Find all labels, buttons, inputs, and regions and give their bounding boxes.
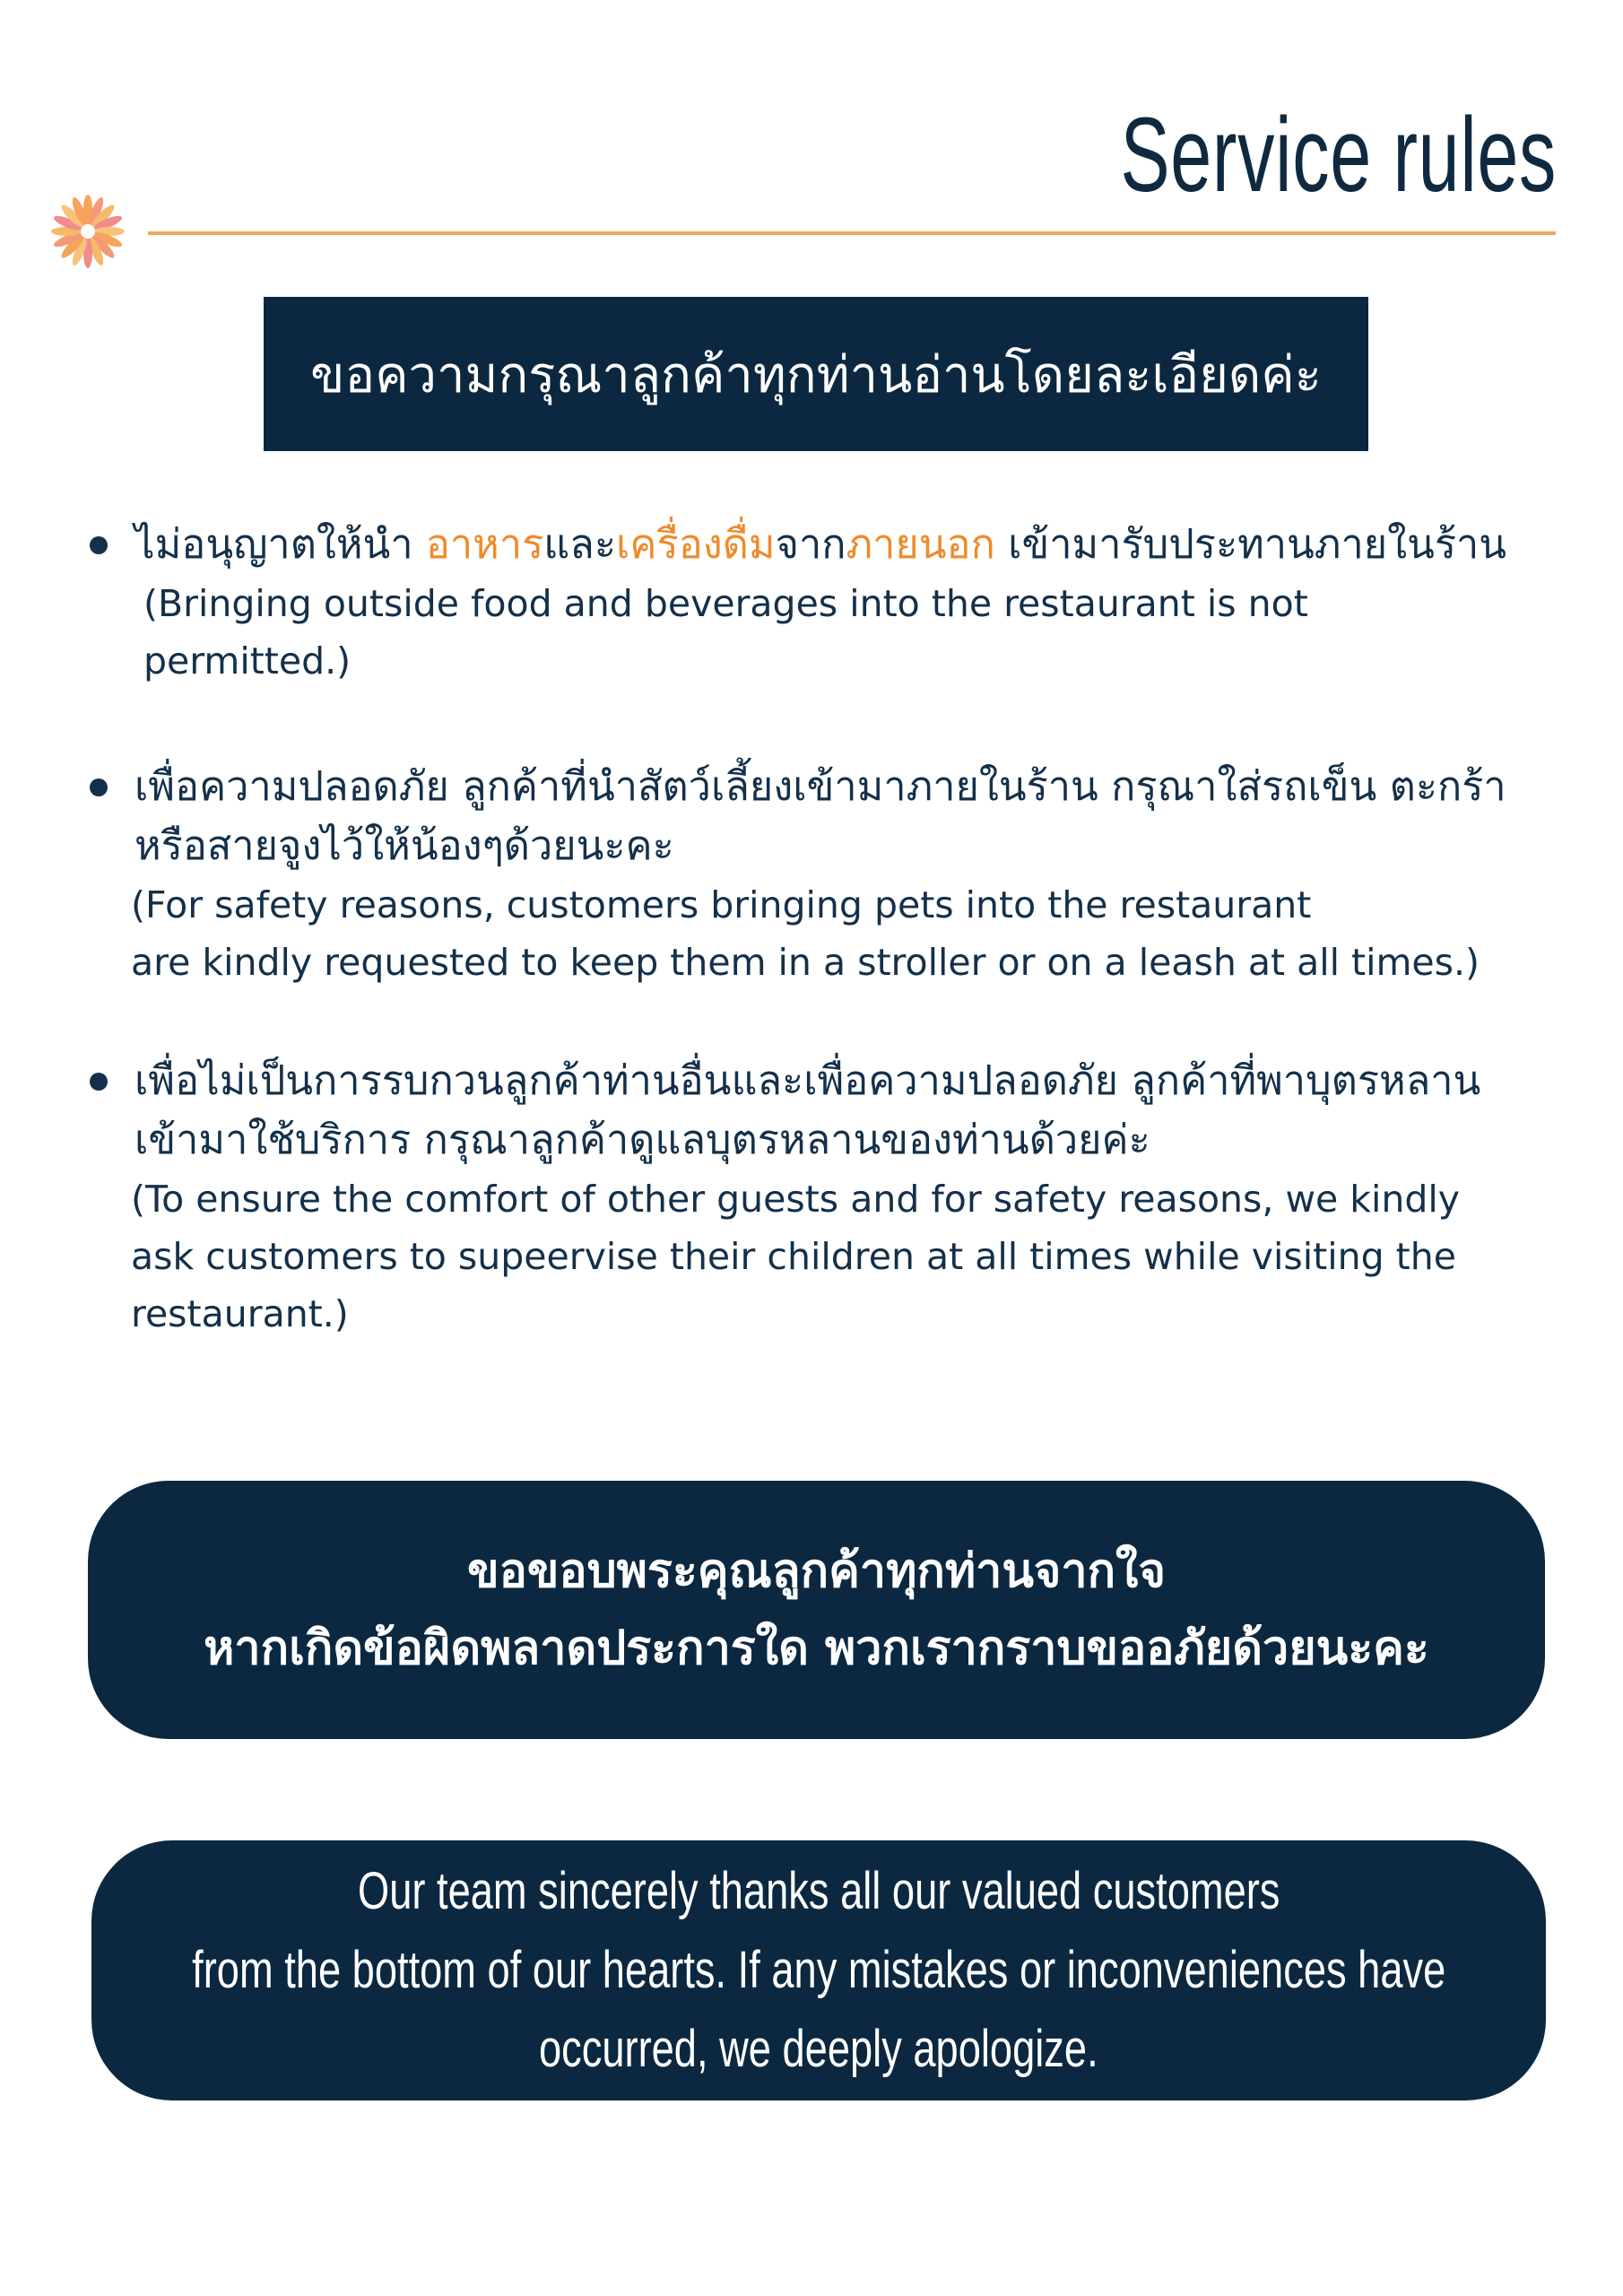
- thank-you-thai-line: ขอขอบพระคุณลูกค้าทุกท่านจากใจ: [467, 1544, 1166, 1598]
- rule-english-line: restaurant.): [131, 1292, 349, 1335]
- flower-center: [81, 224, 95, 239]
- rule-english-line: ask customers to supeervise their children at all times while visiting the: [131, 1235, 1456, 1278]
- rule-english-line: permitted.): [143, 639, 352, 683]
- page-title: Service rules: [1120, 96, 1557, 214]
- bullet-dot: [90, 778, 108, 796]
- banner-text: ขอความกรุณาลูกค้าทุกท่านอ่านโดยละเอียดค่ะ: [310, 345, 1322, 404]
- thank-you-english-line: occurred, we deeply apologize.: [539, 2020, 1098, 2078]
- rule-thai-line: เพื่อไม่เป็นการรบกวนลูกค้าท่านอื่นและเพื่อความปลอดภัย ลูกค้าที่พาบุตรหลาน: [135, 1057, 1481, 1104]
- bullet-dot: [90, 1073, 108, 1091]
- rule-thai-text: และ: [543, 520, 617, 568]
- rule-thai-line: [135, 516, 1506, 573]
- rule-thai-text: จาก: [775, 520, 846, 568]
- rule-english-line: (For safety reasons, customers bringing pets into the restaurant: [131, 883, 1312, 926]
- highlight-food: อาหาร: [425, 520, 544, 568]
- instruction-banner: [264, 297, 1368, 451]
- thank-you-english-box: [91, 1840, 1546, 2100]
- highlight-outside: ภายนอก: [846, 520, 995, 568]
- rule-thai-text: ไม่อนุญาตให้นำ: [135, 520, 426, 568]
- rule-english-line: are kindly requested to keep them in a stroller or on a leash at all times.): [131, 941, 1480, 984]
- bullet-dot: [90, 536, 108, 554]
- rule-thai-line: หรือสายจูงไว้ให้น้องๆด้วยนะคะ: [135, 822, 674, 869]
- rule-english-line: (Bringing outside food and beverages into the restaurant is not: [143, 582, 1308, 625]
- flower-burst-icon: [43, 187, 133, 276]
- rule-english-line: (To ensure the comfort of other guests and for safety reasons, we kindly: [131, 1178, 1461, 1221]
- highlight-beverage: เครื่องดื่ม: [616, 520, 776, 568]
- thank-you-thai-line: หากเกิดข้อผิดพลาดประการใด พวกเรากราบขออภัยด้วยนะคะ: [204, 1622, 1429, 1675]
- header-divider: [148, 231, 1556, 235]
- rule-thai-text: เข้ามารับประทานภายในร้าน: [994, 520, 1507, 568]
- rule-thai-line: เพื่อความปลอดภัย ลูกค้าที่นำสัตว์เลี้ยงเข้ามาภายในร้าน กรุณาใส่รถเข็น ตะกร้า: [135, 762, 1506, 810]
- thank-you-thai-box: [88, 1481, 1545, 1739]
- thank-you-english-line: Our team sincerely thanks all our valued customers: [357, 1862, 1280, 1920]
- thank-you-english-line: from the bottom of our hearts. If any mistakes or inconveniences have: [191, 1941, 1446, 1999]
- rule-thai-line: เข้ามาใช้บริการ กรุณาลูกค้าดูแลบุตรหลานของท่านด้วยค่ะ: [135, 1116, 1150, 1163]
